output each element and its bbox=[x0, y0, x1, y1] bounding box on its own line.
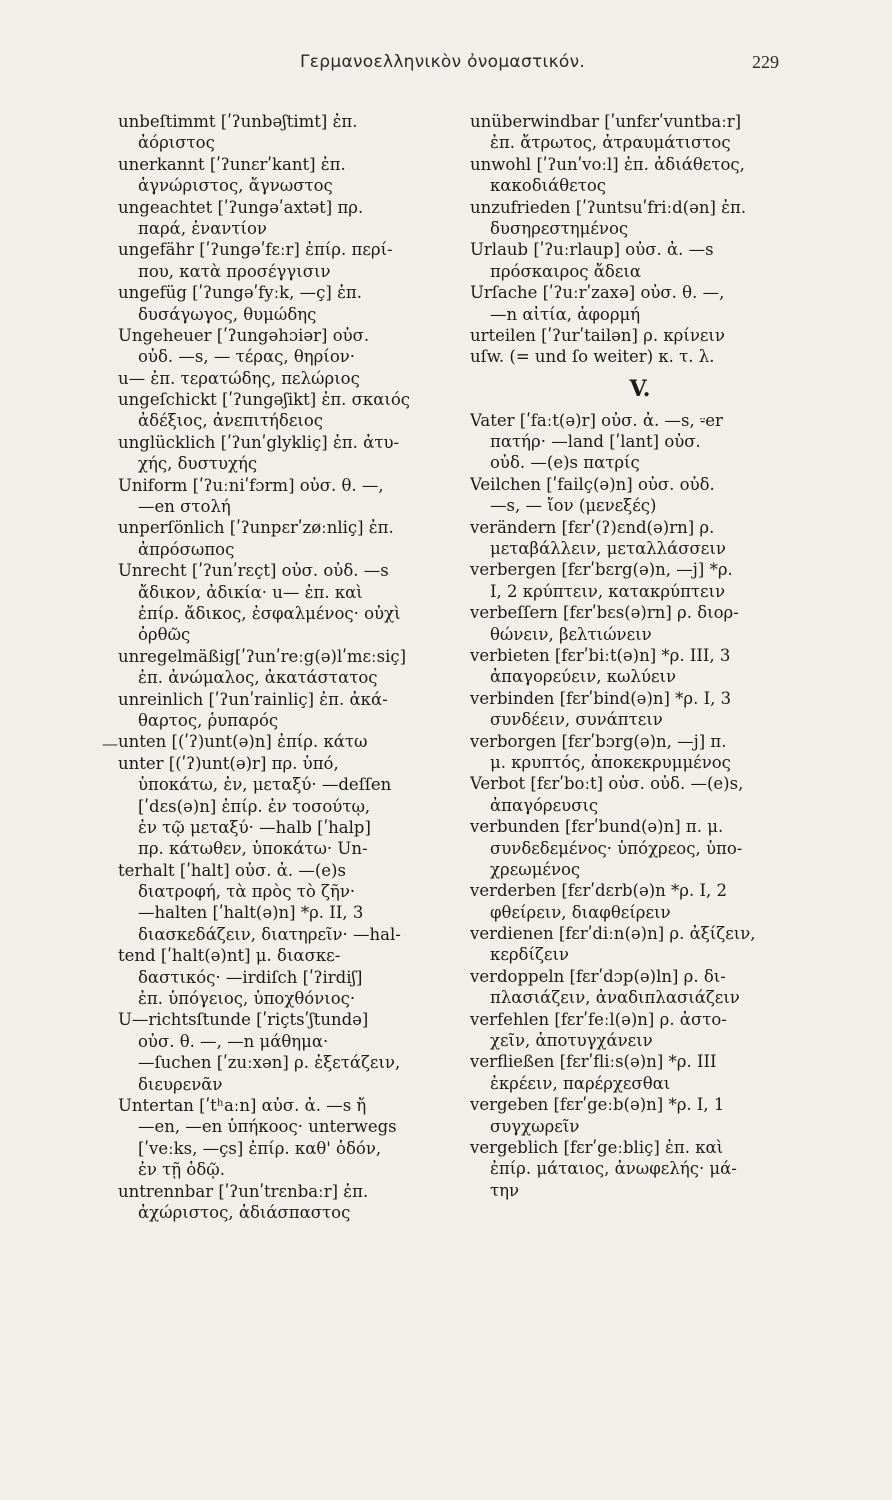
dictionary-line: ἀόριστος bbox=[138, 133, 215, 153]
dictionary-line: vergeben [fɛrʹgeːb(ə)n] *ρ. I, 1 bbox=[470, 1095, 725, 1115]
dictionary-line: την bbox=[490, 1180, 520, 1200]
dictionary-line: διασκεδάζειν, διατηρεῖν· —hal- bbox=[138, 924, 401, 944]
dictionary-line: οὐδ. —s, — τέρας, θηρίον· bbox=[138, 347, 356, 367]
dictionary-line: verbergen [fɛrʹbɛrg(ə)n, —j] *ρ. bbox=[470, 560, 733, 580]
dictionary-line: ἐπ. ἄτρωτος, ἀτραυμάτιστος bbox=[490, 133, 731, 153]
dictionary-line: ὀρθῶς bbox=[138, 625, 191, 645]
dictionary-line: φθείρειν, διαφθείρειν bbox=[490, 902, 671, 922]
dictionary-line: ungefüg [ʹʔungəʹfyːk, —ç] ἐπ. bbox=[118, 283, 363, 303]
dictionary-line: u— ἐπ. τερατώδης, πελώριος bbox=[118, 368, 360, 388]
dictionary-line: verdienen [fɛrʹdiːn(ə)n] ρ. ἀξίζειν, bbox=[470, 924, 756, 944]
dictionary-line: πρόσκαιρος ἄδεια bbox=[490, 261, 642, 281]
dictionary-line: ἀπαγόρευσις bbox=[490, 795, 599, 815]
running-title: Γερμανοελληνικὸν ὀνομαστικόν. bbox=[300, 52, 586, 72]
dictionary-line: ἀδέξιος, ἀνεπιτήδειος bbox=[138, 411, 324, 431]
dictionary-line: ἀχώριστος, ἀδιάσπαστος bbox=[138, 1202, 351, 1222]
dictionary-line: verbeſſern [fɛrʹbɛs(ə)rn] ρ. διορ- bbox=[470, 603, 739, 623]
dictionary-line: ἄδικον, ἀδικία· u— ἐπ. καὶ bbox=[138, 582, 363, 602]
dictionary-line: untrennbar [ʹʔunʹtrɛnbaːr] ἐπ. bbox=[118, 1181, 369, 1201]
dictionary-line: unperſönlich [ʹʔunpɛrʹzøːnlіç] ἐπ. bbox=[118, 518, 394, 538]
dictionary-line: ἐν τῇ ὁδῷ. bbox=[138, 1160, 225, 1180]
dictionary-line: uſw. (= und ſo weiter) κ. τ. λ. bbox=[470, 347, 715, 367]
dictionary-line: δυσηρεστημένος bbox=[490, 218, 629, 238]
dictionary-line: ὑποκάτω, ἐν, μεταξύ· —deſſen bbox=[138, 775, 392, 795]
dictionary-line: —halten [ʹhalt(ə)n] *ρ. II, 3 bbox=[138, 903, 364, 923]
dictionary-line: δαστικός· —irdiſch [ʹʔirdіʃ] bbox=[138, 967, 363, 987]
dictionary-line: —ſuchen [ʹzuːxən] ρ. ἐξετάζειν, bbox=[138, 1053, 401, 1073]
dictionary-line: κερδίζειν bbox=[490, 945, 569, 965]
dictionary-line: unten [(ʹʔ)unt(ə)n] ἐπίρ. κάτω bbox=[118, 732, 368, 752]
dictionary-line: unwohl [ʹʔunʹvoːl] ἐπ. ἀδιάθετος, bbox=[470, 154, 745, 174]
dictionary-line: κακοδιάθετος bbox=[490, 176, 607, 196]
page-number: 229 bbox=[752, 52, 779, 72]
dictionary-line: verbieten [fɛrʹbiːt(ə)n] *ρ. III, 3 bbox=[470, 645, 731, 665]
dictionary-line: ἀγνώριστος, ἄγνωστος bbox=[138, 176, 333, 196]
dictionary-line: Untertan [ʹtʰaːn] αὐσ. ἀ. —s ἤ bbox=[118, 1095, 367, 1115]
dictionary-line: ἐκρέειν, παρέρχεσθαι bbox=[490, 1073, 671, 1093]
dictionary-line: —en, —en ὑπήκοος· unterwegs bbox=[138, 1117, 397, 1137]
dictionary-line: Verbot [fɛrʹboːt] οὐσ. οὐδ. —(e)s, bbox=[470, 774, 744, 794]
dictionary-line: διατροφή, τὰ πρὸς τὸ ζῆν· bbox=[138, 882, 356, 902]
dictionary-line: διευρενᾶν bbox=[138, 1074, 223, 1094]
dictionary-line: unglücklich [ʹʔunʹglyklіç] ἐπ. ἀτυ- bbox=[118, 432, 400, 452]
dictionary-line: —s, — ἴον (μενεξές) bbox=[490, 496, 657, 516]
dictionary-line: χεῖν, ἀποτυγχάνειν bbox=[490, 1031, 653, 1051]
dictionary-line: ἐπ. ἀνώμαλος, ἀκατάστατος bbox=[138, 668, 378, 688]
dictionary-line: συνδέειν, συνάπτειν bbox=[490, 710, 663, 730]
dictionary-line: [ʹdɛs(ə)n] ἐπίρ. ἐν τοσούτῳ, bbox=[138, 796, 371, 816]
dictionary-line: vergeblich [fɛrʹgeːblіç] ἐπ. καὶ bbox=[470, 1137, 724, 1157]
dictionary-line: unbeſtimmt [ʹʔunbəʃtimt] ἐπ. bbox=[118, 112, 358, 131]
dictionary-line: verfließen [fɛrʹfliːs(ə)n] *ρ. III bbox=[470, 1052, 717, 1072]
dictionary-line: παρά, ἐναντίον bbox=[138, 218, 267, 238]
dictionary-line: δυσάγωγος, θυμώδης bbox=[138, 304, 317, 324]
dictionary-line: verbinden [fɛrʹbind(ə)n] *ρ. I, 3 bbox=[470, 688, 732, 708]
dictionary-line: verborgen [fɛrʹbɔrg(ə)n, —j] π. bbox=[470, 731, 727, 751]
dictionary-line: U—richtsſtunde [ʹriçtsʹʃtundə] bbox=[118, 1010, 369, 1030]
dictionary-line: ἐν τῷ μεταξύ· —halb [ʹhalp] bbox=[138, 817, 371, 837]
dictionary-line: —en στολή bbox=[138, 497, 231, 517]
right-column-entries-u bbox=[470, 111, 810, 368]
dictionary-line: I, 2 κρύπτειν, κατακρύπτειν bbox=[490, 581, 726, 601]
dictionary-line: verändern [fɛrʹ(ʔ)ɛnd(ə)rn] ρ. bbox=[470, 517, 715, 537]
dictionary-line: unzufrieden [ʹʔuntsuʹfriːd(ən] ἐπ. bbox=[470, 197, 747, 217]
dictionary-line: θαρτος, ῥυπαρός bbox=[138, 710, 279, 730]
dictionary-line: unregelmäßig[ʹʔunʹreːg(ə)lʹmɛːsіç] bbox=[118, 646, 407, 666]
dictionary-line: Ungeheuer [ʹʔungəhɔiər] οὐσ. bbox=[118, 325, 370, 345]
dictionary-line: unerkannt [ʹʔunɛrʹkant] ἐπ. bbox=[118, 154, 346, 174]
dictionary-line: Urlaub [ʹʔuːrlaup] οὐσ. ἀ. —s bbox=[470, 240, 714, 260]
dictionary-line: urteilen [ʹʔurʹtailən] ρ. κρίνειν bbox=[470, 325, 725, 345]
dictionary-line: terhalt [ʹhalt] οὐσ. ἀ. —(e)s bbox=[118, 860, 346, 880]
dictionary-line: verdoppeln [fɛrʹdɔp(ə)ln] ρ. δι- bbox=[470, 966, 726, 986]
left-column bbox=[118, 111, 458, 1223]
dictionary-line: που, κατὰ προσέγγισιν bbox=[138, 261, 331, 281]
right-column bbox=[470, 111, 810, 1201]
dictionary-line: verfehlen [fɛrʹfeːl(ə)n] ρ. ἀστο- bbox=[470, 1009, 727, 1029]
dictionary-line: Vater [ʹfaːt(ə)r] οὐσ. ἀ. —s, ⸚er bbox=[470, 410, 723, 430]
dictionary-line: ἐπ. ὑπόγειος, ὑποχθόνιος· bbox=[138, 989, 356, 1009]
dictionary-line: Veilchen [ʹfailç(ə)n] οὐσ. οὐδ. bbox=[470, 474, 715, 494]
dictionary-line: —n αἰτία, ἀφορμή bbox=[490, 304, 641, 324]
dictionary-line: [ʹveːks, —çs] ἐπίρ. καθ' ὁδόν, bbox=[138, 1138, 382, 1158]
right-column-entries-v bbox=[470, 410, 810, 1201]
dictionary-line: πλασιάζειν, ἀναδιπλασιάζειν bbox=[490, 988, 740, 1008]
dictionary-line: Urſache [ʹʔuːrʹzaxə] οὐσ. θ. —, bbox=[470, 283, 725, 303]
dictionary-line: Unrecht [ʹʔunʹrɛçt] οὐσ. οὐδ. —s bbox=[118, 561, 389, 581]
dictionary-line: θώνειν, βελτιώνειν bbox=[490, 624, 652, 644]
dictionary-line: μ. κρυπτός, ἀποκεκρυμμένος bbox=[490, 752, 731, 772]
dictionary-line: πατήρ· —land [ʹlant] οὐσ. bbox=[490, 432, 701, 452]
dictionary-line: οὐδ. —(e)s πατρίς bbox=[490, 453, 640, 473]
dictionary-line: ἐπίρ. ἄδικος, ἐσφαλμένος· οὐχὶ bbox=[138, 603, 401, 623]
dictionary-line: χής, δυστυχής bbox=[138, 454, 258, 474]
dictionary-line: verbunden [fɛrʹbund(ə)n] π. μ. bbox=[470, 817, 724, 837]
section-letter: V. bbox=[629, 375, 651, 402]
dictionary-line: μεταβάλλειν, μεταλλάσσειν bbox=[490, 539, 726, 559]
margin-mark: — bbox=[102, 734, 118, 753]
dictionary-line: ἐπίρ. μάταιος, ἀνωφελής· μά- bbox=[490, 1159, 737, 1179]
dictionary-line: tend [ʹhalt(ə)nt] μ. διασκε- bbox=[118, 946, 341, 966]
dictionary-line: ἀπαγορεύειν, κωλύειν bbox=[490, 667, 677, 687]
page-header bbox=[0, 50, 892, 78]
dictionary-line: unreinlich [ʹʔunʹrainlіç] ἐπ. ἀκά- bbox=[118, 689, 388, 709]
dictionary-line: ungefähr [ʹʔungəʹfɛːr] ἐπίρ. περί- bbox=[118, 240, 393, 260]
dictionary-line: verderben [fɛrʹdɛrb(ə)n *ρ. I, 2 bbox=[470, 881, 727, 901]
dictionary-line: ἀπρόσωπος bbox=[138, 539, 235, 559]
dictionary-line: οὐσ. θ. —, —n μάθημα· bbox=[138, 1031, 329, 1051]
dictionary-line: πρ. κάτωθεν, ὑποκάτω· Un- bbox=[138, 839, 368, 859]
dictionary-line: Uniform [ʹʔuːniʹfɔrm] οὐσ. θ. —, bbox=[118, 475, 384, 495]
dictionary-line: unter [(ʹʔ)unt(ə)r] πρ. ὑπό, bbox=[118, 753, 339, 773]
dictionary-line: συγχωρεῖν bbox=[490, 1116, 580, 1136]
dictionary-line: unüberwindbar [ʹunfɛrʹvuntbaːr] bbox=[470, 112, 742, 131]
dictionary-line: ungeſchickt [ʹʔungəʃikt] ἐπ. σκαιός bbox=[118, 390, 411, 410]
dictionary-line: χρεωμένος bbox=[490, 859, 581, 879]
dictionary-line: ungeachtet [ʹʔungəʹaxtət] πρ. bbox=[118, 197, 364, 217]
dictionary-line: συνδεδεμένος· ὑπόχρεος, ὑπο- bbox=[490, 838, 743, 858]
